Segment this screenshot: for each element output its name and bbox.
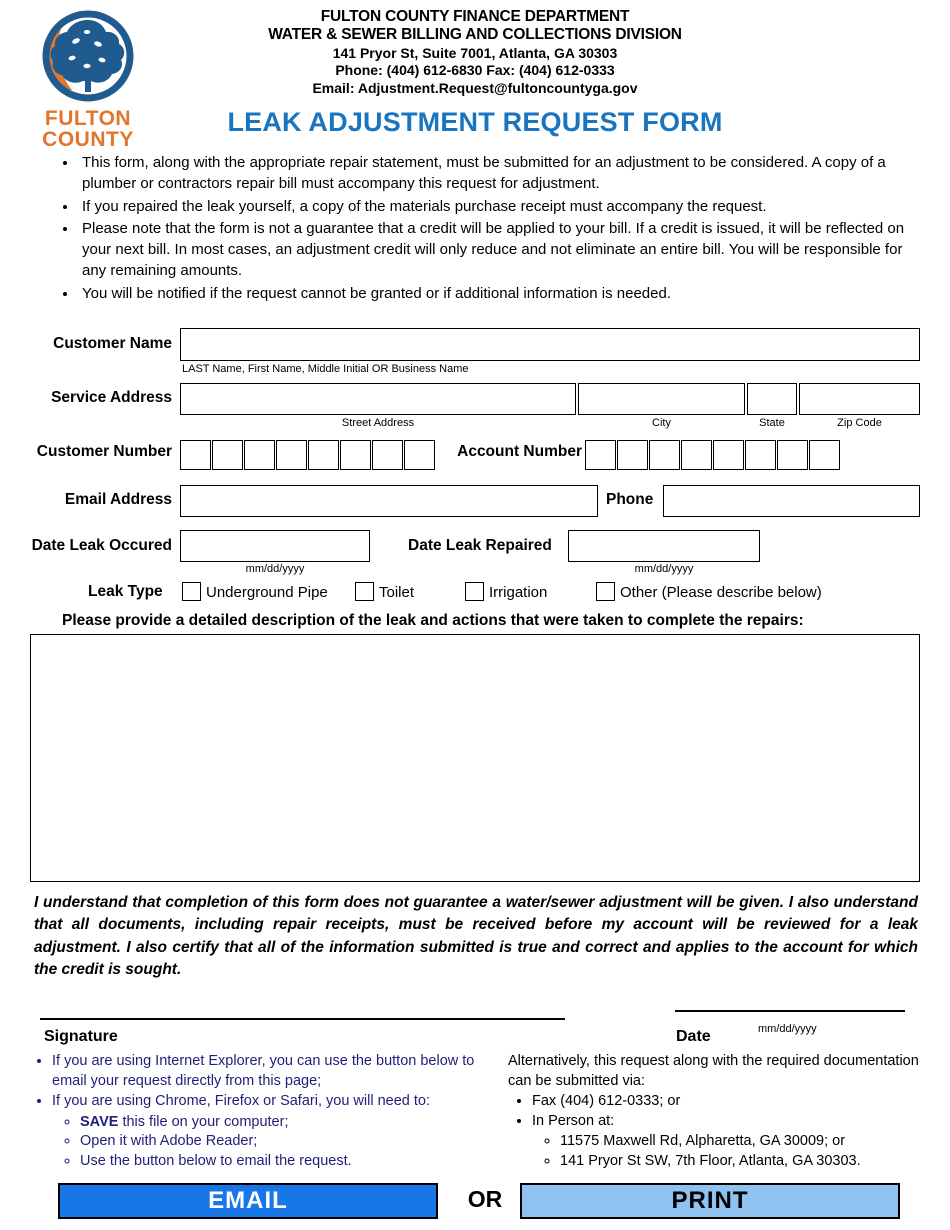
- account-number-digit[interactable]: [777, 440, 808, 470]
- customer-number-digit[interactable]: [180, 440, 211, 470]
- leak-type-option-label: Other (Please describe below): [620, 584, 822, 601]
- zip-code-hint: Zip Code: [837, 417, 882, 429]
- checkbox-other[interactable]: [596, 582, 615, 601]
- leak-type-option-toilet[interactable]: [355, 582, 414, 602]
- date-label: Date: [676, 1028, 711, 1045]
- or-separator-label: OR: [467, 1186, 503, 1212]
- account-number-digit[interactable]: [681, 440, 712, 470]
- date-line[interactable]: [675, 1010, 905, 1012]
- customer-number-digit[interactable]: [372, 440, 403, 470]
- signature-label: Signature: [44, 1028, 118, 1045]
- email-address-input[interactable]: [180, 485, 598, 517]
- signature-line[interactable]: [40, 1018, 565, 1020]
- header-email: Email: Adjustment.Request@fultoncountyga.gov: [312, 79, 638, 96]
- checkbox-toilet[interactable]: [355, 582, 374, 601]
- customer-name-input[interactable]: [180, 328, 920, 361]
- customer-number-digit[interactable]: [340, 440, 371, 470]
- header-line-department: FULTON COUNTY FINANCE DEPARTMENT: [320, 8, 630, 25]
- office-address-atlanta: ◦ 141 Pryor St SW, 7th Floor, Atlanta, GA 30303.: [560, 1152, 938, 1172]
- customer-name-label: Customer Name: [53, 335, 172, 352]
- customer-number-digit[interactable]: [212, 440, 243, 470]
- leak-type-option-label: Toilet: [379, 584, 415, 601]
- browser-instruction-ie: • If you are using Internet Explorer, you can use the button below to email your request directly from this page;: [52, 1052, 498, 1092]
- account-number-boxes[interactable]: [585, 440, 840, 470]
- email-button[interactable]: EMAIL: [58, 1183, 438, 1219]
- save-rest: this file on your computer;: [118, 1113, 289, 1130]
- instruction-item: • You will be notified if the request cannot be granted or if additional information is needed.: [78, 283, 928, 304]
- save-keyword: SAVE: [80, 1113, 119, 1130]
- description-heading: Please provide a detailed description of the leak and actions that were taken to complete the repairs:: [62, 612, 804, 629]
- date-leak-repaired-label: Date Leak Repaired: [408, 537, 552, 554]
- account-number-digit[interactable]: [649, 440, 680, 470]
- browser-step-open: ◦ Open it with Adobe Reader;: [80, 1132, 498, 1152]
- description-textarea[interactable]: [30, 634, 920, 882]
- alternatives-intro: Alternatively, this request along with the required documentation can be submitted via:: [508, 1053, 919, 1089]
- logo-text-county: COUNTY: [42, 128, 134, 152]
- state-hint: State: [759, 417, 785, 429]
- customer-number-label: Customer Number: [36, 443, 172, 460]
- alternative-in-person-text: In Person at:: [532, 1112, 615, 1129]
- leak-type-option-label: Underground Pipe: [206, 584, 328, 601]
- print-button[interactable]: PRINT: [520, 1183, 900, 1219]
- street-address-input[interactable]: [180, 383, 576, 415]
- browser-step-email: ◦ Use the button below to email the request.: [80, 1152, 498, 1172]
- department-header: [150, 8, 800, 97]
- customer-number-digit[interactable]: [276, 440, 307, 470]
- account-number-digit[interactable]: [809, 440, 840, 470]
- account-number-label: Account Number: [457, 443, 582, 460]
- logo-text-fulton: FULTON: [44, 107, 132, 130]
- page-title: LEAK ADJUSTMENT REQUEST FORM: [227, 107, 723, 137]
- service-address-label: Service Address: [51, 389, 172, 406]
- date-leak-occurred-hint: mm/dd/yyyy: [245, 563, 305, 575]
- leak-type-option-other[interactable]: [596, 582, 822, 602]
- checkbox-irrigation[interactable]: [465, 582, 484, 601]
- header-line-division: WATER & SEWER BILLING AND COLLECTIONS DIVISION: [268, 26, 682, 44]
- account-number-digit[interactable]: [585, 440, 616, 470]
- instruction-item: • Please note that the form is not a guarantee that a credit will be applied to your bill. If a credit is issued, it will be reflected on your next bill. In most cases, an adjustment credit will only reduce and not eliminate an entire bill. You will be responsible for any remaining amounts.: [78, 218, 928, 282]
- checkbox-underground-pipe[interactable]: [182, 582, 201, 601]
- instruction-item: • This form, along with the appropriate repair statement, must be submitted for an adjustment to be considered. A copy of a plumber or contractors repair bill must accompany this request for adjustment.: [78, 152, 928, 195]
- street-address-hint: Street Address: [341, 417, 415, 429]
- customer-name-hint: LAST Name, First Name, Middle Initial OR Business Name: [182, 363, 469, 375]
- city-input[interactable]: [578, 383, 745, 415]
- instructions-list: [48, 152, 928, 305]
- leak-type-option-irrigation[interactable]: [465, 582, 547, 602]
- zip-code-input[interactable]: [799, 383, 920, 415]
- customer-number-digit[interactable]: [244, 440, 275, 470]
- date-leak-occurred-input[interactable]: [180, 530, 370, 562]
- city-hint: City: [652, 417, 671, 429]
- customer-number-boxes[interactable]: [180, 440, 435, 470]
- header-address: 141 Pryor St, Suite 7001, Atlanta, GA 30303: [332, 44, 618, 61]
- account-number-digit[interactable]: [617, 440, 648, 470]
- date-format-hint: mm/dd/yyyy: [758, 1023, 817, 1035]
- fulton-county-logo: [32, 8, 144, 152]
- instruction-item: • If you repaired the leak yourself, a copy of the materials purchase receipt must accompany the request.: [78, 196, 928, 217]
- state-input[interactable]: [747, 383, 797, 415]
- customer-number-digit[interactable]: [308, 440, 339, 470]
- alternative-fax: • Fax (404) 612-0333; or: [532, 1092, 938, 1112]
- fulton-county-tree-icon: [32, 8, 144, 108]
- date-leak-repaired-hint: mm/dd/yyyy: [634, 563, 694, 575]
- leak-type-option-underground[interactable]: [182, 582, 328, 602]
- browser-instruction-chrome: [52, 1092, 498, 1172]
- office-address-alpharetta: ◦ 11575 Maxwell Rd, Alpharetta, GA 30009; or: [560, 1132, 938, 1152]
- date-leak-repaired-input[interactable]: [568, 530, 760, 562]
- submission-alternatives: [508, 1052, 938, 1172]
- phone-input[interactable]: [663, 485, 920, 517]
- browser-instructions: [28, 1052, 498, 1172]
- email-address-label: Email Address: [64, 491, 172, 508]
- date-leak-occurred-label: Date Leak Occured: [31, 537, 172, 554]
- account-number-digit[interactable]: [713, 440, 744, 470]
- leak-type-option-label: Irrigation: [489, 584, 548, 601]
- header-phone-fax: Phone: (404) 612-6830 Fax: (404) 612-0333: [335, 62, 615, 79]
- phone-label: Phone: [606, 491, 654, 508]
- browser-step-save: [80, 1113, 498, 1133]
- browser-instruction-chrome-text: If you are using Chrome, Firefox or Safari, you will need to:: [52, 1092, 430, 1109]
- account-number-digit[interactable]: [745, 440, 776, 470]
- alternative-in-person: [532, 1112, 938, 1173]
- certification-statement: I understand that completion of this form does not guarantee a water/sewer adjustment will be given. I also understand that all documents, including repair receipts, must be received before my account will be reviewed for a leak adjustment. I also certify that all of the information submitted is true and correct and applies to the account for which the credit is sought.: [34, 894, 918, 979]
- leak-type-label: Leak Type: [88, 583, 163, 600]
